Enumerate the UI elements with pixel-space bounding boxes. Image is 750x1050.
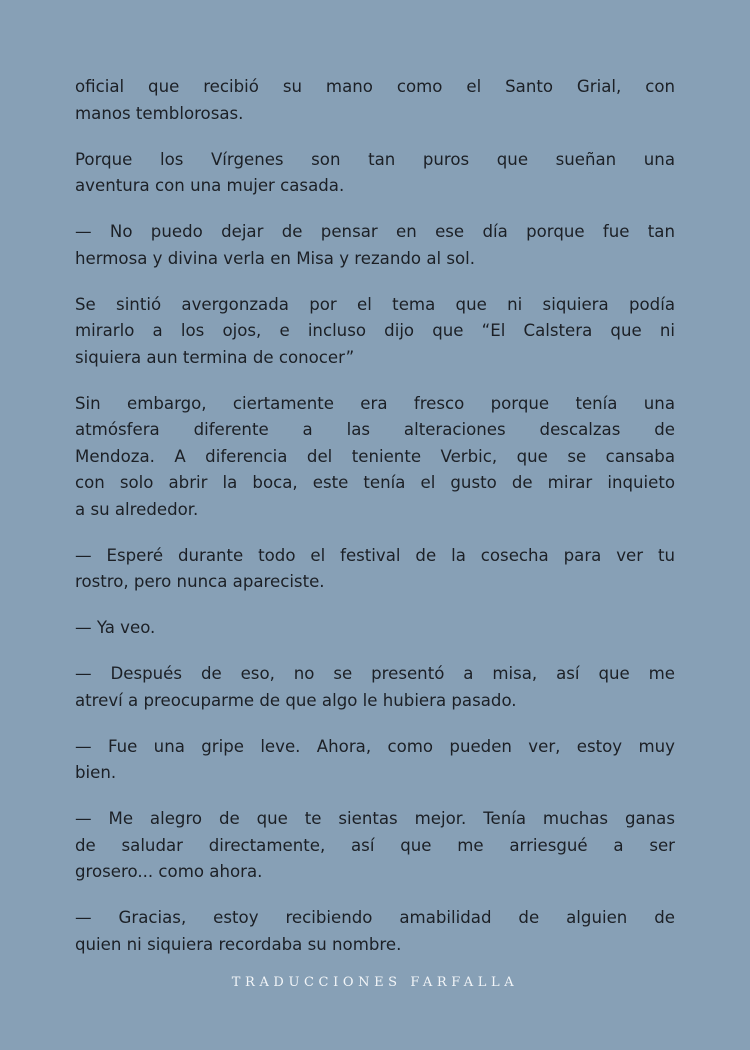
text-line: bien. — [75, 763, 117, 782]
paragraph — [75, 543, 675, 596]
text-line: Sin embargo, ciertamente era fresco porque tenía una — [75, 393, 675, 413]
text-line: con solo abrir la boca, este tenía el gusto de mirar inquieto — [75, 473, 675, 492]
text-line: Se sintió avergonzada por el tema que ni siquiera podía — [75, 294, 675, 314]
paragraph — [75, 615, 675, 642]
paragraph — [75, 661, 675, 714]
text-line: aventura con una mujer casada. — [75, 176, 345, 195]
publisher-footer: TRADUCCIONES FARFALLA — [231, 975, 519, 990]
text-line: de saludar directamente, así que me arriesgué a ser — [75, 835, 675, 855]
paragraph — [75, 734, 675, 787]
paragraph — [75, 292, 675, 372]
page-body-text — [75, 74, 675, 978]
text-line: — Ya veo. — [75, 618, 156, 637]
text-line: quien ni siquiera recordaba su nombre. — [75, 934, 402, 954]
text-line: — Después de eso, no se presentó a misa, así que me — [75, 664, 675, 683]
text-line: Porque los Vírgenes son tan puros que sueñan una — [75, 149, 675, 169]
text-line: Mendoza. A diferencia del teniente Verbic, que se cansaba — [75, 446, 675, 466]
paragraph — [75, 391, 675, 524]
text-line: — Gracias, estoy recibiendo amabilidad de alguien de — [75, 908, 675, 927]
text-line: — Esperé durante todo el festival de la cosecha para ver tu — [75, 545, 675, 565]
text-line: atmósfera diferente a las alteraciones descalzas de — [75, 420, 675, 439]
text-line: rostro, pero nunca apareciste. — [75, 572, 325, 591]
paragraph — [75, 147, 675, 200]
paragraph — [75, 806, 675, 886]
text-line: manos temblorosas. — [75, 103, 244, 123]
text-line: hermosa y divina verla en Misa y rezando al sol. — [75, 248, 476, 268]
text-line: — Fue una gripe leve. Ahora, como pueden ver, estoy muy — [75, 736, 675, 756]
text-line: oficial que recibió su mano como el Santo Grial, con — [75, 77, 675, 96]
paragraph — [75, 905, 675, 958]
text-line: siquiera aun termina de conocer” — [75, 347, 355, 367]
text-line: — Me alegro de que te sientas mejor. Tenía muchas ganas — [75, 809, 675, 828]
text-line: atreví a preocuparme de que algo le hubiera pasado. — [75, 690, 517, 710]
paragraph — [75, 219, 675, 272]
text-line: — No puedo dejar de pensar en ese día porque fue tan — [75, 222, 675, 241]
text-line: grosero... como ahora. — [75, 862, 263, 881]
text-line: mirarlo a los ojos, e incluso dijo que “El Calstera que ni — [75, 321, 675, 340]
paragraph — [75, 74, 675, 127]
text-line: a su alrededor. — [75, 499, 199, 519]
